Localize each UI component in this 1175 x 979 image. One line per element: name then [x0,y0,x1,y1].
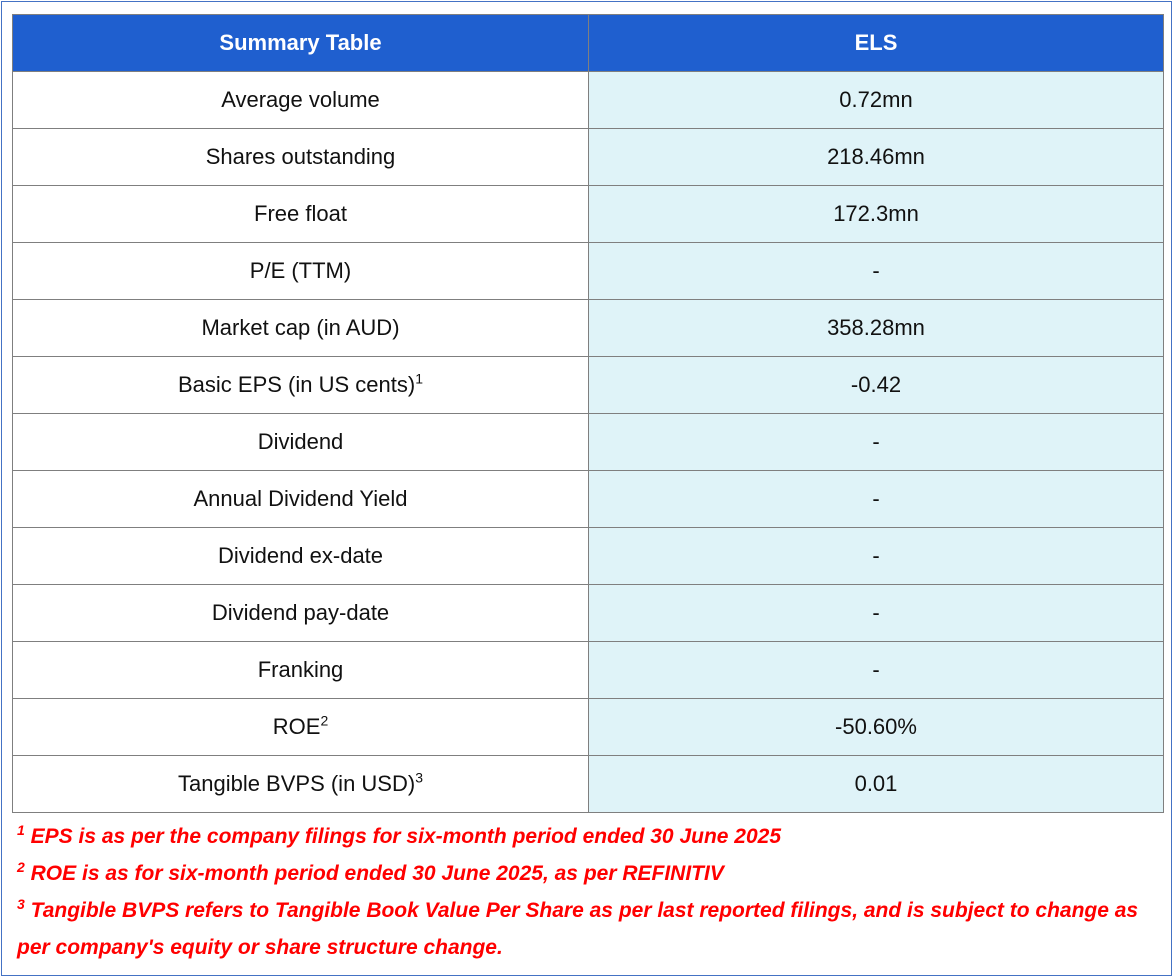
footnote-text: EPS is as per the company filings for six-month period ended 30 June 2025 [30,825,782,848]
footnote-text: Tangible BVPS refers to Tangible Book Value Per Share as per last reported filings, and is subject to change as per company's equity or share structure change. [17,899,1139,959]
row-value: - [589,642,1164,699]
row-value: -50.60% [589,699,1164,756]
row-label: Dividend ex-date [13,528,589,585]
table-row [13,699,1164,756]
row-label: Shares outstanding [13,129,589,186]
row-label: Tangible BVPS (in USD)$^3$ [13,756,589,813]
table-row [13,129,1164,186]
footnote-ref: 2 [320,712,329,729]
row-value: 218.46mn [589,129,1164,186]
row-value: -0.42 [589,357,1164,414]
row-value: - [589,414,1164,471]
header-summary-table: Summary Table [13,15,589,72]
summary-table [12,14,1164,813]
footnote-ref: 3 [415,769,423,786]
row-value: 0.01 [589,756,1164,813]
row-value: 0.72mn [589,72,1164,129]
row-label: Free float [13,186,589,243]
row-label: Basic EPS (in US cents)$^1$ [13,357,589,414]
table-row [13,186,1164,243]
footnote-ref: 1 [415,370,423,387]
table-row [13,528,1164,585]
table-row [13,300,1164,357]
table-row [13,357,1164,414]
row-value: - [589,471,1164,528]
footnote-2 [17,855,1157,892]
row-label: Dividend [13,414,589,471]
footnote-text: ROE is as for six-month period ended 30 June 2025, as per REFINITIV [30,862,724,885]
row-value: - [589,243,1164,300]
row-value: 358.28mn [589,300,1164,357]
row-label: ROE$^2$ [13,699,589,756]
table-row [13,756,1164,813]
row-label: Dividend pay-date [13,585,589,642]
row-value: - [589,585,1164,642]
footnote-3 [17,892,1157,966]
table-header-row [13,15,1164,72]
table-row [13,72,1164,129]
footnotes [17,818,1157,966]
footnote-number: 2 [17,859,25,875]
row-label: P/E (TTM) [13,243,589,300]
row-label: Franking [13,642,589,699]
row-label: Average volume [13,72,589,129]
table-row [13,243,1164,300]
table-row [13,642,1164,699]
footnote-1 [17,818,1157,855]
table-row [13,414,1164,471]
row-label: Annual Dividend Yield [13,471,589,528]
footnote-number: 3 [17,896,25,912]
table-row [13,585,1164,642]
header-ticker: ELS [589,15,1164,72]
row-value: - [589,528,1164,585]
table-row [13,471,1164,528]
footnote-number: 1 [17,822,25,838]
row-value: 172.3mn [589,186,1164,243]
row-label: Market cap (in AUD) [13,300,589,357]
